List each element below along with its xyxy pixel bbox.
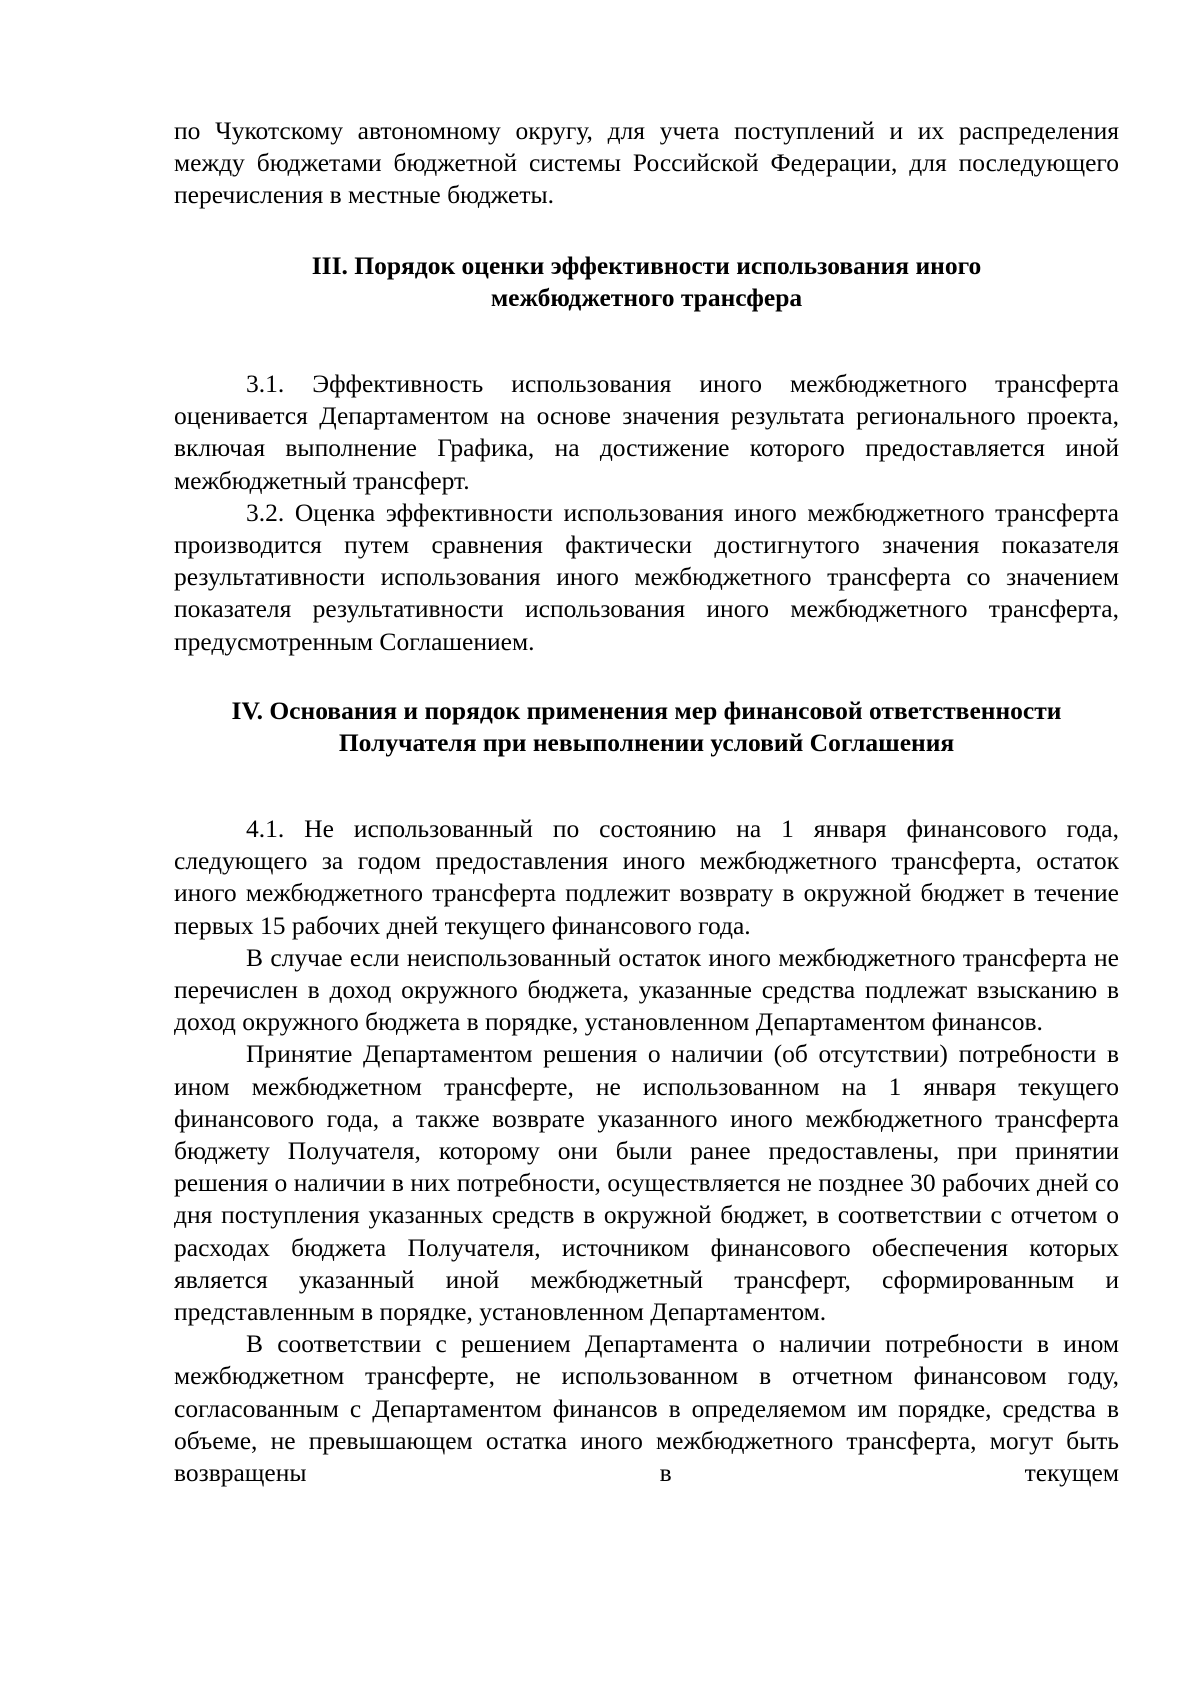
section-4-heading-line-2: Получателя при невыполнении условий Соглашения xyxy=(338,728,955,758)
intro-paragraph: по Чукотскому автономному округу, для учета поступлений и их распределения между бюджетами бюджетной системы Российской Федерации, для последующего перечисления в местные бюджеты. xyxy=(174,116,1119,210)
paragraph-4-4: В соответствии с решением Департамента о наличии потребности в ином межбюджетном трансферте, не использованном в отчетном финансовом году, согласованным с Департаментом финансов в определяемом им порядке, средства в объеме, не превышающем остатка иного межбюджетного трансферта, могут быть возвращены в текущем xyxy=(174,1329,1119,1488)
paragraph-4-3: Принятие Департаментом решения о наличии (об отсутствии) потребности в ином межбюджетном трансферте, не использованном на 1 января текущего финансового года, а также возврате указанного иного межбюджетного трансферта бюджету Получателя, которому они были ранее предоставлены, при принятии решения о наличии в них потребности, осуществляется не позднее 30 рабочих дней со дня поступления указанных средств в окружной бюджет, в соответствии с отчетом о расходах бюджета Получателя, источником финансового обеспечения которых является указанный иной межбюджетный трансферт, сформированным и представленным в порядке, установленном Департаментом. xyxy=(174,1039,1119,1327)
section-4-heading-line-1: IV. Основания и порядок применения мер финансовой ответственности xyxy=(231,696,1062,725)
paragraph-4-1: 4.1. Не использованный по состоянию на 1 января финансового года, следующего за годом предоставления иного межбюджетного трансферта, остаток иного межбюджетного трансферта подлежит возврату в окружной бюджет в течение первых 15 рабочих дней текущего финансового года. xyxy=(174,814,1119,940)
section-3-heading-line-2: межбюджетного трансфера xyxy=(490,283,803,313)
paragraph-3-1: 3.1. Эффективность использования иного межбюджетного трансферта оценивается Департаментом на основе значения результата регионального проекта, включая выполнение Графика, на достижение которого предоставляется иной межбюджетный трансферт. xyxy=(174,369,1119,495)
paragraph-3-2: 3.2. Оценка эффективности использования иного межбюджетного трансферта производится путем сравнения фактически достигнутого значения показателя результативности использования иного межбюджетного трансферта со значением показателя результативности использования иного межбюджетного трансферта, предусмотренным Соглашением. xyxy=(174,497,1119,656)
section-4-heading xyxy=(174,695,1119,759)
section-3-heading xyxy=(174,250,1119,314)
section-4-body xyxy=(174,813,1119,1489)
section-3-heading-line-1: III. Порядок оценки эффективности использования иного xyxy=(311,251,982,280)
section-3-body xyxy=(174,368,1119,658)
paragraph-4-2: В случае если неиспользованный остаток иного межбюджетного трансферта не перечислен в доход окружного бюджета, указанные средства подлежат взысканию в доход окружного бюджета в порядке, установленном Департаментом финансов. xyxy=(174,942,1119,1037)
